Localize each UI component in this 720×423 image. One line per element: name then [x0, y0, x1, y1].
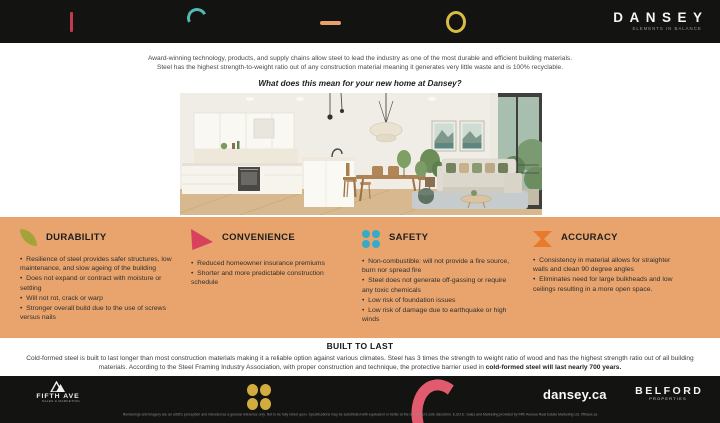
four-dots-icon	[362, 230, 380, 248]
built-to-last-title: BUILT TO LAST	[326, 341, 394, 351]
sofa	[437, 159, 522, 193]
ottoman	[418, 188, 434, 204]
feature-safety	[362, 229, 533, 338]
feature-bullet: • Consistency in material allows for straighter walls and clean 90 degree angles	[533, 256, 685, 274]
feature-bullet: • Shorter and more predictable construction schedule	[191, 269, 343, 287]
feature-title: ACCURACY	[561, 232, 618, 243]
dansey-logo	[590, 10, 709, 34]
built-to-last-body	[24, 354, 696, 372]
feature-bullet: • Eliminates need for large bulkheads and low ceilings resulting in a more open space.	[533, 275, 685, 293]
dansey-website: dansey.ca	[543, 387, 607, 402]
feature-bullet: • Reduced homeowner insurance premiums	[191, 259, 343, 268]
teal-arc-decoration-icon	[184, 5, 209, 30]
belford-logo	[631, 385, 705, 404]
section-heading: What does this mean for your new home at Dansey?	[258, 79, 462, 88]
feature-bullet: • Will not rot, crack or warp	[20, 294, 172, 303]
belford-sub: PROPERTIES	[649, 397, 687, 402]
fifth-ave-name: FIFTH AVE	[36, 393, 80, 400]
interior-rendering-svg	[180, 93, 542, 215]
built-to-last-text: Cold-formed steel is built to last longer than most construction materials making it a reliable option against various climates. Steel has 3 times the strength to weight ratio of wood and has the highest strength ratio out of all building materials. According to the Steel Framing Industry Association, with proper construction and technique, the protective barrier used in	[26, 355, 694, 371]
feature-title: DURABILITY	[46, 232, 107, 243]
built-to-last-bold-text: cold-formed steel will last nearly 700 years.	[483, 364, 622, 371]
yellow-dots-decoration-icon	[247, 384, 271, 410]
yellow-ring-decoration-icon	[446, 11, 466, 33]
feature-durability	[20, 229, 191, 338]
built-to-last-section	[24, 341, 696, 372]
feature-bullet: • Low risk of foundation issues	[362, 296, 514, 305]
feature-bullet: • Does not expand or contract with moisture or settling	[20, 274, 172, 292]
intro-line-1: Award-winning technology, products, and supply chains allow steel to lead the industry as one of the most durable and efficient building materials.	[147, 55, 573, 62]
interior-rendering-image	[180, 93, 542, 215]
intro-line-2: Steel has the highest strength-to-weight ratio out of any construction material meaning it generates very little waste and is 100% recyclable.	[156, 64, 564, 71]
red-bar-decoration-icon	[70, 12, 73, 32]
brand-name: DANSEY	[613, 10, 709, 25]
feature-accuracy	[533, 229, 704, 338]
feature-title: CONVENIENCE	[222, 232, 295, 243]
mountain-icon	[47, 381, 69, 392]
legal-disclaimer: Renderings and imagery are an artist's perception and intended as a general reference only. Not to be fully relied upon. Specifications may be substituted with equivalent or better at the developer's sole discretion. E.&O.E. Sales and Marketing provided by Fifth Avenue Real Estate Marketing Ltd. fifthave.ca	[122, 413, 598, 417]
leaf-icon	[20, 229, 37, 246]
intro-paragraph	[60, 54, 660, 72]
feature-convenience	[191, 229, 362, 338]
top-brand-bar	[0, 0, 720, 43]
feature-bullet: • Non-combustible: will not provide a fire source, burn nor spread fire	[362, 257, 514, 275]
feature-bullet: • Stronger overall build due to the use of screws versus nails	[20, 304, 172, 322]
feature-bullet: • Steel does not generate off-gassing or require any toxic chemicals	[362, 276, 514, 294]
fifth-ave-tagline: SALES & MARKETING	[42, 400, 80, 403]
belford-name: BELFORD	[635, 385, 704, 397]
brand-tagline: ELEMENTS IN BALANCE	[632, 27, 702, 32]
kitchen	[182, 113, 302, 194]
features-band	[0, 217, 720, 338]
triangle-icon	[191, 229, 213, 250]
hourglass-icon	[533, 231, 552, 247]
feature-bullet: • Low risk of damage due to earthquake or high winds	[362, 306, 514, 324]
footer-bar	[0, 376, 720, 423]
orange-dash-decoration-icon	[320, 21, 341, 25]
feature-title: SAFETY	[389, 232, 429, 243]
feature-bullet: • Resilience of steel provides safer structures, low maintenance, and slow ageing of the building	[20, 255, 172, 273]
fifth-ave-logo	[26, 381, 90, 406]
